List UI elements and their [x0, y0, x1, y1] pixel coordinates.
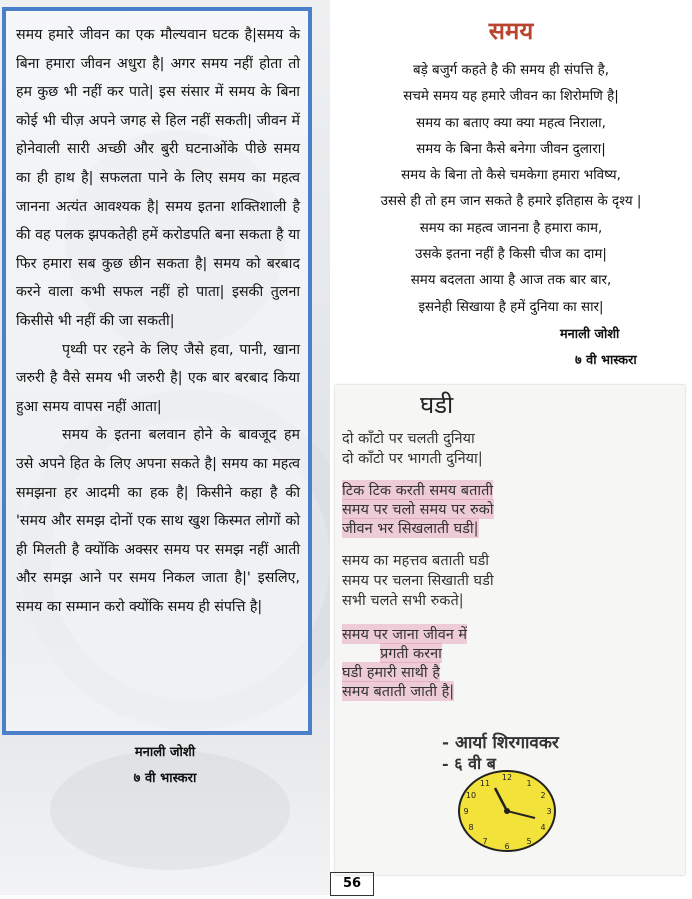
handwritten-title: घडी: [420, 391, 454, 419]
poem-line: बड़े बजुर्ग कहते है की समय ही संपत्ति है,: [412, 63, 610, 78]
poem-class: ७ वी भास्करा: [575, 353, 637, 368]
handwritten-line: जीवन भर सिखलाती घडी|: [342, 518, 479, 538]
essay-paragraph-1: समय हमारे जीवन का एक मौल्यवान घटक है|समय के बिना हमारा जीवन अधुरा है| अगर समय नहीं होता तो हम कुछ भी नहीं कर पाते| इस संसार में समय के बिना कोई भी चीज़ अपने जगह से हिल नहीं सकती| जीवन में होनेवाली सारी अच्छी और बुरी घटनाओंके पीछे समय का ही हाथ है| सफलता पाने के लिए समय का महत्व जानना अत्यंत आवश्यक है| समय इतना शक्तिशाली है की वह पलक झपकतेही हमें करोडपति बना सकता है या फिर हमारा सब कुछ छीन सकता है| समय को बरबाद करने वाला कभी सफल नहीं हो पाता| इसकी तुलना किसीसे भी नहीं की जा सकती|: [16, 27, 300, 329]
essay-paragraph-2: पृथ्वी पर रहने के लिए जैसे हवा, पानी, खाना जरुरी है वैसे समय भी जरुरी है| एक बार बरबाद किया हुआ समय वापस नहीं आता|: [16, 341, 300, 415]
svg-text:4: 4: [540, 823, 546, 832]
poem-line: सचमे समय यह हमारे जीवन का शिरोमणि है|: [403, 89, 619, 105]
handwritten-line: समय का महत्तव बताती घडी: [342, 553, 490, 569]
handwritten-line: दो काँटो पर चलती दुनिया: [342, 431, 475, 447]
essay-class: ७ वी भास्करा: [133, 771, 197, 786]
svg-text:2: 2: [540, 791, 546, 800]
handwritten-line: दो काँटो पर भागती दुनिया|: [342, 451, 483, 467]
poem-line: समय के बिना तो कैसे चमकेगा हमारा भविष्य,: [401, 168, 621, 184]
clock-drawing: [455, 768, 559, 854]
handwritten-class: - ६ वी ब: [442, 754, 496, 773]
poem-line: समय के बिना कैसे बनेगा जीवन दुलारा|: [416, 141, 606, 157]
svg-text:1: 1: [526, 779, 532, 788]
page-number: 56: [330, 872, 374, 896]
svg-text:11: 11: [479, 779, 491, 788]
svg-text:5: 5: [526, 837, 532, 846]
handwritten-line: घडी हमारी साथी है: [342, 662, 440, 682]
poem-body: [330, 58, 692, 321]
essay-paragraph-3: समय के इतना बलवान होने के बावजूद हम उसे अपने हित के लिए अपना सकते है| समय का महत्व समझना हर आदमी का हक है| किसीने कहा है की 'समय और समझ दोनों एक साथ खुश किस्मत लोगों को ही मिलती है क्योंकि अक्सर समय पर समझ नहीं आती और समझ आने पर समय निकल जाता है|' इसलिए, समय का सम्मान करो क्योंकि समय ही संपत्ति है|: [16, 427, 300, 615]
svg-text:6: 6: [504, 842, 510, 851]
poem-title: समय: [488, 17, 534, 45]
svg-text:12: 12: [501, 773, 513, 782]
handwritten-line: समय बताती जाती है|: [342, 681, 454, 701]
svg-text:8: 8: [468, 823, 474, 832]
svg-text:10: 10: [465, 791, 477, 800]
poem-line: उसके इतना नहीं है किसी चीज का दाम|: [415, 247, 607, 263]
poem-line: उससे ही तो हम जान सकते है हमारे इतिहास के दृश्य |: [380, 194, 642, 210]
svg-text:9: 9: [463, 807, 469, 816]
poem-line: समय का बताए क्या क्या महत्व निराला,: [416, 115, 606, 131]
handwritten-line: समय पर चलना सिखाती घडी: [342, 573, 494, 589]
handwritten-author: - आर्या शिरगावकर: [442, 733, 559, 753]
poem-line: समय बदलता आया है आज तक बार बार,: [410, 273, 612, 289]
handwritten-line: समय पर जाना जीवन में: [342, 624, 467, 644]
poem-author: मनाली जोशी: [560, 327, 620, 342]
svg-text:3: 3: [546, 807, 552, 816]
handwritten-line: समय पर चलो समय पर रुको: [342, 499, 494, 519]
poem-line: समय का महत्व जानना है हमारा काम,: [419, 220, 603, 236]
handwritten-line: टिक टिक करती समय बताती: [342, 480, 493, 500]
handwritten-line: सभी चलते सभी रुकते|: [342, 593, 464, 609]
essay-author: मनाली जोशी: [134, 745, 196, 760]
poem-line: इसनेही सिखाया है हमें दुनिया का सार|: [418, 299, 604, 315]
essay-box: [2, 7, 312, 735]
handwritten-line: प्रगती करना: [380, 643, 442, 663]
svg-text:7: 7: [482, 837, 488, 846]
